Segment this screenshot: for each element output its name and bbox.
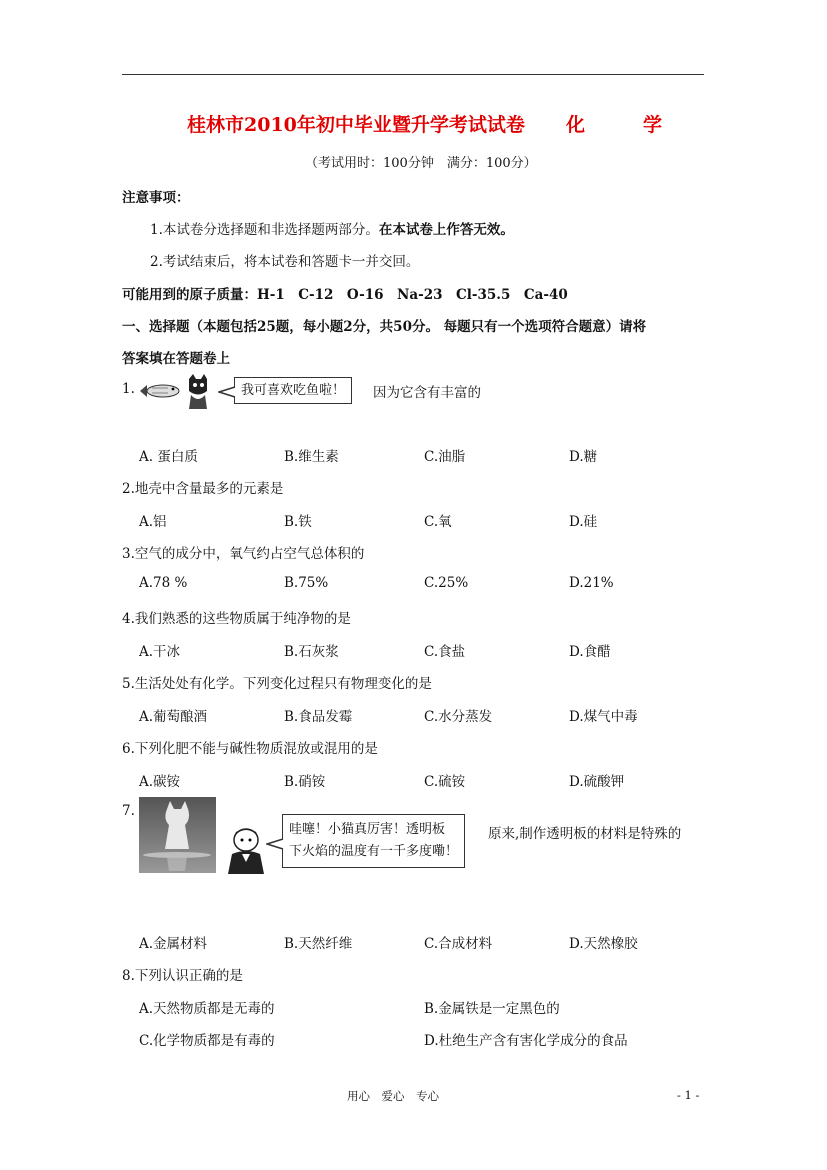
exam-title-subject-2: 学 bbox=[643, 114, 663, 136]
notice-item-1-bold: 在本试卷上作答无效。 bbox=[378, 222, 514, 238]
section-1-heading-cont: 答案填在答题卷上 bbox=[122, 351, 230, 367]
q7-option-a: A.金属材料 bbox=[139, 936, 208, 952]
q1-option-c: C.油脂 bbox=[424, 449, 466, 465]
q7-speech-bubble bbox=[282, 814, 465, 868]
q3-option-d: D.21% bbox=[569, 575, 614, 591]
q3-option-b: B.75% bbox=[284, 575, 329, 591]
q4-option-b: B.石灰浆 bbox=[284, 644, 339, 660]
q7-text: 原来,制作透明板的材料是特殊的 bbox=[488, 826, 682, 842]
notice-item-1-text: 1.本试卷分选择题和非选择题两部分。 bbox=[150, 222, 379, 238]
q7-bubble-line-1: 哇噻！小猫真厉害！透明板 bbox=[289, 822, 446, 837]
q5-option-b: B.食品发霉 bbox=[284, 709, 353, 725]
q1-number: 1. bbox=[122, 381, 135, 397]
section-1-heading: 一、选择题（本题包括25题，每小题2分，共50分。 每题只有一个选项符合题意）请将 bbox=[122, 319, 647, 335]
q5-text: 5.生活处处有化学。下列变化过程只有物理变化的是 bbox=[122, 676, 432, 692]
cat-cartoon-icon bbox=[185, 373, 211, 411]
q5-option-a: A.葡萄酿酒 bbox=[139, 709, 208, 725]
fish-icon bbox=[138, 380, 184, 402]
exam-title-main: 桂林市2010年初中毕业暨升学考试试卷 bbox=[187, 114, 525, 136]
q8-text: 8.下列认识正确的是 bbox=[122, 968, 243, 984]
footer-motto: 用心 爱心 专心 bbox=[347, 1089, 439, 1103]
q1-speech-bubble: 我可喜欢吃鱼啦！ bbox=[234, 377, 352, 404]
q5-option-d: D.煤气中毒 bbox=[569, 709, 638, 725]
boy-cartoon-icon bbox=[216, 826, 276, 874]
q1-option-a: A. 蛋白质 bbox=[139, 449, 198, 465]
q7-option-d: D.天然橡胶 bbox=[569, 936, 638, 952]
q2-option-d: D.硅 bbox=[569, 514, 598, 530]
q6-option-d: D.硫酸钾 bbox=[569, 774, 625, 790]
q6-option-c: C.硫铵 bbox=[424, 774, 466, 790]
q2-text: 2.地壳中含量最多的元素是 bbox=[122, 481, 284, 497]
q2-option-c: C.氧 bbox=[424, 514, 452, 530]
exam-subtitle: （考试用时：100分钟 满分：100分） bbox=[305, 156, 537, 171]
q6-option-b: B.硝铵 bbox=[284, 774, 326, 790]
notice-heading: 注意事项： bbox=[122, 190, 190, 206]
q6-option-a: A.碳铵 bbox=[139, 774, 181, 790]
q2-option-b: B.铁 bbox=[284, 514, 312, 530]
atomic-mass-line: 可能用到的原子质量：H-1 C-12 O-16 Na-23 Cl-35.5 Ca-40 bbox=[122, 287, 568, 303]
q2-option-a: A.铝 bbox=[139, 514, 167, 530]
page-number: - 1 - bbox=[677, 1088, 700, 1102]
q7-bubble-line-2: 下火焰的温度有一千多度嘞！ bbox=[289, 844, 459, 859]
q7-option-b: B.天然纤维 bbox=[284, 936, 353, 952]
cat-photo-image bbox=[139, 797, 216, 873]
q8-option-c: C.化学物质都是有毒的 bbox=[139, 1033, 275, 1049]
q4-text: 4.我们熟悉的这些物质属于纯净物的是 bbox=[122, 611, 351, 627]
notice-item-1 bbox=[150, 218, 514, 238]
q1-text: 因为它含有丰富的 bbox=[373, 385, 481, 401]
q5-option-c: C.水分蒸发 bbox=[424, 709, 493, 725]
q4-option-a: A.干冰 bbox=[139, 644, 181, 660]
q1-option-d: D.糖 bbox=[569, 449, 598, 465]
q3-option-c: C.25% bbox=[424, 575, 469, 591]
q3-option-a: A.78 % bbox=[139, 575, 188, 591]
q1-option-b: B.维生素 bbox=[284, 449, 339, 465]
notice-item-2: 2.考试结束后，将本试卷和答题卡一并交回。 bbox=[150, 254, 420, 270]
q7-number: 7. bbox=[122, 803, 135, 819]
q8-option-a: A.天然物质都是无毒的 bbox=[139, 1001, 275, 1017]
q7-option-c: C.合成材料 bbox=[424, 936, 493, 952]
bubble-pointer bbox=[266, 838, 284, 850]
bubble-pointer bbox=[218, 386, 236, 398]
q3-text: 3.空气的成分中，氧气约占空气总体积的 bbox=[122, 546, 365, 562]
q8-option-d: D.杜绝生产含有害化学成分的食品 bbox=[424, 1033, 628, 1049]
q4-option-c: C.食盐 bbox=[424, 644, 466, 660]
q4-option-d: D.食醋 bbox=[569, 644, 611, 660]
header-rule bbox=[122, 74, 704, 75]
exam-title-subject-1: 化 bbox=[566, 114, 586, 136]
q8-option-b: B.金属铁是一定黑色的 bbox=[424, 1001, 560, 1017]
q6-text: 6.下列化肥不能与碱性物质混放或混用的是 bbox=[122, 741, 378, 757]
